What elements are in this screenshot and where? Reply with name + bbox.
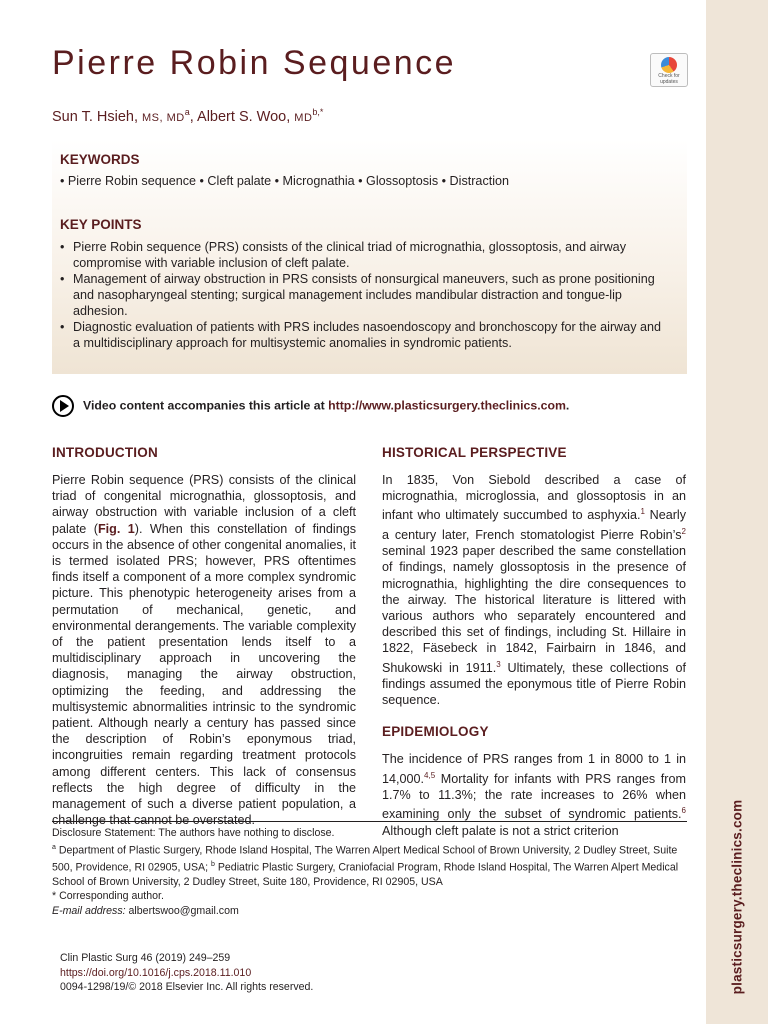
- crossmark-icon: [661, 57, 677, 73]
- epi-text: Mortality for infants with PRS ranges from 1.7% to 11.3%; the rate increases to 26% when examining only the subset of syndromic patients.: [382, 771, 686, 822]
- key-point-item: • Pierre Robin sequence (PRS) consists of the clinical triad of micrognathia, glossoptosis, and airway compromise with variable inclusion of cleft palate.: [60, 239, 668, 271]
- author-degree: MS, MD: [142, 111, 185, 124]
- article-title: Pierre Robin Sequence: [52, 44, 457, 82]
- historical-paragraph: [382, 472, 686, 708]
- disclosure-statement: Disclosure Statement: The authors have nothing to disclose.: [52, 827, 335, 839]
- author-name: Albert S. Woo,: [197, 108, 295, 125]
- author-separator: ,: [189, 108, 198, 125]
- right-column: [382, 445, 686, 839]
- historical-heading: HISTORICAL PERSPECTIVE: [382, 445, 567, 460]
- reference-link[interactable]: 1: [640, 507, 645, 517]
- video-notice-text: Video content accompanies this article at: [83, 398, 329, 413]
- epi-text: Although cleft palate is not a strict criterion: [382, 823, 619, 838]
- affiliation-b: Pediatric Plastic Surgery, Craniofacial Program, Rhode Island Hospital, The Warren Alpert Medical School of Brown University, 2 Dudley Street, Suite 180, Providence, RI 02905, USA: [52, 861, 679, 888]
- video-notice: [52, 395, 569, 417]
- doi-link[interactable]: https://doi.org/10.1016/j.cps.2018.11.010: [60, 966, 252, 979]
- key-points-heading: KEY POINTS: [60, 217, 142, 232]
- key-point-item: • Management of airway obstruction in PRS consists of nonsurgical maneuvers, such as prone positioning and nasopharyngeal stenting; surgical management includes mandibular distraction and tongue-lip adhesion.: [60, 271, 668, 319]
- email-line: [52, 904, 687, 919]
- introduction-paragraph: [52, 472, 356, 828]
- reference-link[interactable]: 6: [681, 806, 686, 816]
- affiliation-mark: a: [52, 843, 56, 851]
- intro-text: ). When this constellation of findings occurs in the absence of other congenital anomalies, it is termed isolated PRS; however, PRS oftentimes finds itself a component of a more complex syndromic picture. This phenotypic heterogeneity arises from a permutation of mechanical, genetic, and environmental derangements. The variable complexity of the patient presentation lends itself to a multidisciplinary approach in uncovering the diagnosis, managing the airway obstruction, optimizing the feeding, and addressing the multisystemic abnormalities intrinsic to the syndromic patient. Although nearly a century has passed since the description of Robin’s eponymous triad, incongruities remain regarding treatment protocols among different centers. This lack of consensus reflects the high degree of difficulty in the management of such a diverse patient population, a challenge that cannot be overstated.: [52, 521, 357, 828]
- copyright-line: 0094-1298/19/© 2018 Elsevier Inc. All rights reserved.: [60, 981, 314, 994]
- video-notice-end: .: [565, 398, 570, 413]
- introduction-heading: INTRODUCTION: [52, 445, 158, 460]
- intro-text: Pierre Robin sequence (PRS) consists of the clinical triad of congenital micrognathia, glossoptosis, and airway obstruction with variable inclusion of a cleft palate (: [52, 473, 356, 536]
- hist-text: Ultimately, these collections of findings assumed the eponymous title of Pierre Robin sequence.: [382, 660, 686, 708]
- keywords-list: • Pierre Robin sequence • Cleft palate • Micrognathia • Glossoptosis • Distraction: [60, 174, 510, 188]
- author-affiliation-mark: a: [184, 107, 190, 117]
- play-icon[interactable]: [52, 395, 74, 417]
- author-degree: MD: [294, 111, 313, 124]
- author-name: Sun T. Hsieh,: [52, 108, 143, 125]
- citation-block: [60, 951, 313, 995]
- affiliation-a: Department of Plastic Surgery, Rhode Island Hospital, The Warren Alpert Medical School of Brown University, 2 Dudley Street, Suite 500, Providence, RI 02905, USA;: [52, 844, 678, 874]
- figure-reference-link[interactable]: Fig. 1: [97, 521, 135, 536]
- key-point-item: • Diagnostic evaluation of patients with PRS includes nasoendoscopy and bronchoscopy for the airway and a multidisciplinary approach for multisystemic anomalies in syndromic patients.: [60, 319, 668, 351]
- check-badge-line2: updates: [660, 79, 678, 85]
- reference-link[interactable]: 4,5: [424, 770, 436, 780]
- corresponding-author: * Corresponding author.: [52, 890, 164, 903]
- keywords-keypoints-box: [52, 140, 687, 374]
- email-address[interactable]: albertswoo@gmail.com: [125, 905, 239, 918]
- check-badge-line1: Check for: [658, 73, 680, 79]
- hist-text: Nearly a century later, French stomatologist Pierre Robin’s: [382, 508, 686, 542]
- keywords-heading: KEYWORDS: [60, 152, 140, 167]
- affiliations: [52, 841, 687, 890]
- left-column: [52, 445, 356, 828]
- reference-link[interactable]: 2: [681, 526, 686, 536]
- journal-citation: Clin Plastic Surg 46 (2019) 249–259: [60, 952, 231, 964]
- check-for-updates-button[interactable]: [650, 53, 688, 87]
- video-link[interactable]: http://www.plasticsurgery.theclinics.com: [328, 398, 566, 413]
- hist-text: In 1835, Von Siebold described a case of micrognathia, microglossia, and glossoptosis in an infant who ultimately succumbed to asphyxia.: [382, 473, 686, 523]
- author-line: [52, 107, 323, 125]
- email-label: E-mail address:: [52, 905, 126, 918]
- epidemiology-heading: EPIDEMIOLOGY: [382, 724, 489, 740]
- reference-link[interactable]: 3: [496, 659, 501, 669]
- hist-text: seminal 1923 paper described the same constellation of findings, namely glossoptosis in the presence of micrognathia, highlighting the dire consequences to the airway. The historical literature is littered with various authors who separately encountered and described this set of findings, including St. Hillaire in 1822, Fäsebeck in 1842, Fairbairn in 1846, and Shukowski in 1911.: [382, 544, 686, 675]
- footnotes: [52, 821, 687, 919]
- key-points-list: [60, 239, 668, 351]
- affiliation-mark: b: [211, 860, 215, 868]
- author-affiliation-mark: b,*: [312, 107, 324, 117]
- epi-text: The incidence of PRS ranges from 1 in 8000 to 1 in 14,000.: [382, 752, 686, 786]
- sidebar-site-url[interactable]: plasticsurgery.theclinics.com: [729, 799, 745, 995]
